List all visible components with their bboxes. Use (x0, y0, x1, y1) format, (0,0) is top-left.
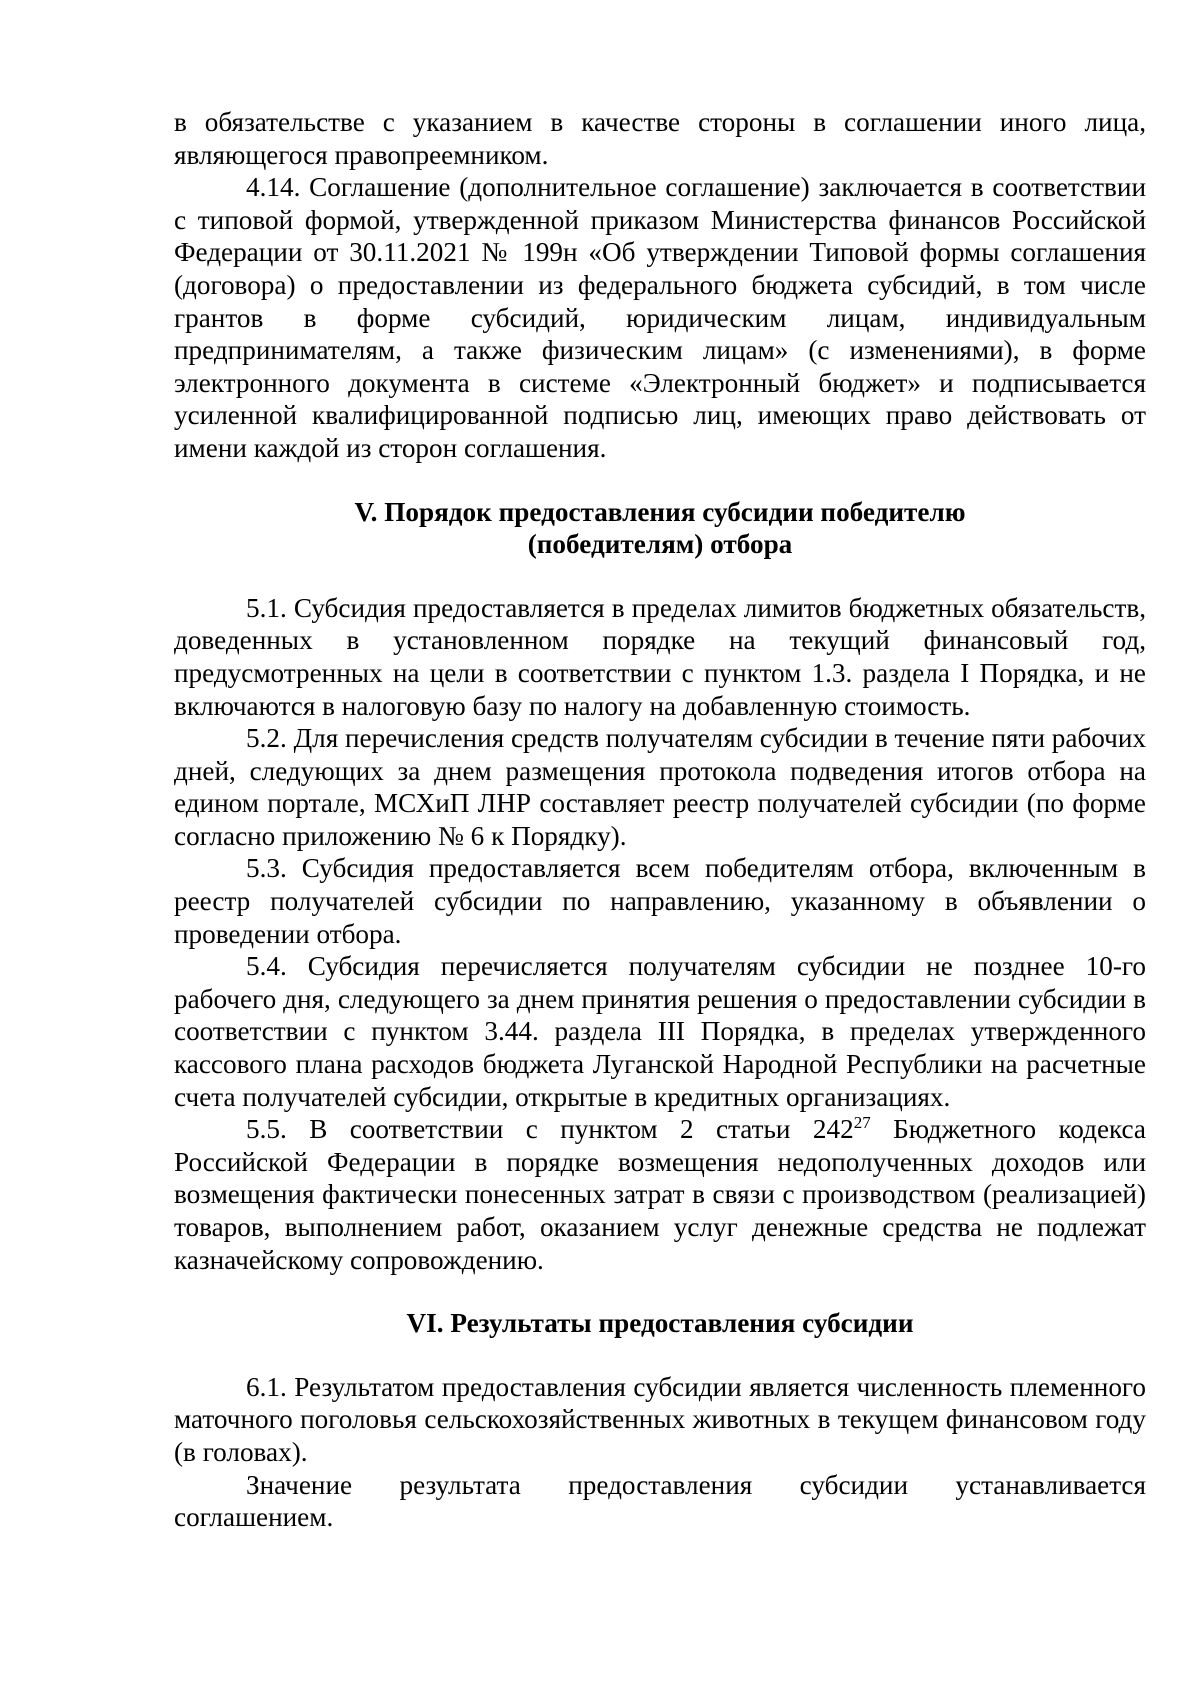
paragraph-5-1: 5.1. Субсидия предоставляется в пределах лимитов бюджетных обязательств, доведенных в установленном порядке на текущий финансовый год, предусмотренных на цели в соответствии с пунктом 1.3. раздела I Порядка, и не включаются в налоговую базу по налогу на добавленную стоимость. (174, 592, 1146, 721)
paragraph-5-5 (174, 1113, 1146, 1276)
section-6-heading: VI. Результаты предоставления субсидии (406, 1308, 914, 1339)
paragraph-5-2: 5.2. Для перечисления средств получателям субсидии в течение пяти рабочих дней, следующих за днем размещения протокола подведения итогов отбора на едином портале, МСХиП ЛНР составляет реестр получателей субсидии (по форме согласно приложению № 6 к Порядку). (174, 723, 1146, 851)
paragraph-4-14: 4.14. Соглашение (дополнительное соглашение) заключается в соответствии с типовой формой, утвержденной приказом Министерства финансов Российской Федерации от 30.11.2021 № 199н «Об утверждении Типовой формы соглашения (договора) о предоставлении из федерального бюджета субсидий, в том числе грантов в форме субсидий, юридическим лицам, индивидуальным предпринимателям, а также физическим лицам» (с изменениями), в форме электронного документа в системе «Электронный бюджет» и подписывается усиленной квалифицированной подписью лиц, имеющих право действовать от имени каждой из сторон соглашения. (174, 172, 1146, 463)
paragraph-5-5-part-2: Бюджетного кодекса Российской Федерации в порядке возмещения недополученных доходов или возмещения фактически понесенных затрат в связи с производством (реализацией) товаров, выполнением работ, оказанием услуг денежные средства не подлежат казначейскому сопровождению. (174, 1114, 1147, 1275)
section-5-heading-line-2: (победителям) отбора (527, 529, 793, 560)
paragraph-6-1: 6.1. Результатом предоставления субсидии является численность племенного маточного поголовья сельскохозяйственных животных в текущем финансовом году (в головах). (174, 1371, 1146, 1467)
paragraph-6-value: Значение результата предоставления субсидии устанавливается соглашением. (174, 1469, 1146, 1533)
article-superscript: 27 (853, 1113, 871, 1133)
document-page (174, 106, 1146, 1534)
paragraph-continuation: в обязательстве с указанием в качестве стороны в соглашении иного лица, являющегося правопреемником. (174, 107, 1146, 170)
section-5-heading (174, 496, 1146, 561)
paragraph-5-5-part-1: 5.5. В соответствии с пунктом 2 статьи 242 (246, 1114, 854, 1145)
section-5-heading-line-1: V. Порядок предоставления субсидии победителю (354, 496, 966, 527)
paragraph-5-4: 5.4. Субсидия перечисляется получателям субсидии не позднее 10-го рабочего дня, следующего за днем принятия решения о предоставлении субсидии в соответствии с пунктом 3.44. раздела III Порядка, в пределах утвержденного кассового плана расходов бюджета Луганской Народной Республики на расчетные счета получателей субсидии, открытые в кредитных организациях. (174, 951, 1146, 1112)
paragraph-5-3: 5.3. Субсидия предоставляется всем победителям отбора, включенным в реестр получателей субсидии по направлению, указанному в объявлении о проведении отбора. (174, 853, 1146, 949)
